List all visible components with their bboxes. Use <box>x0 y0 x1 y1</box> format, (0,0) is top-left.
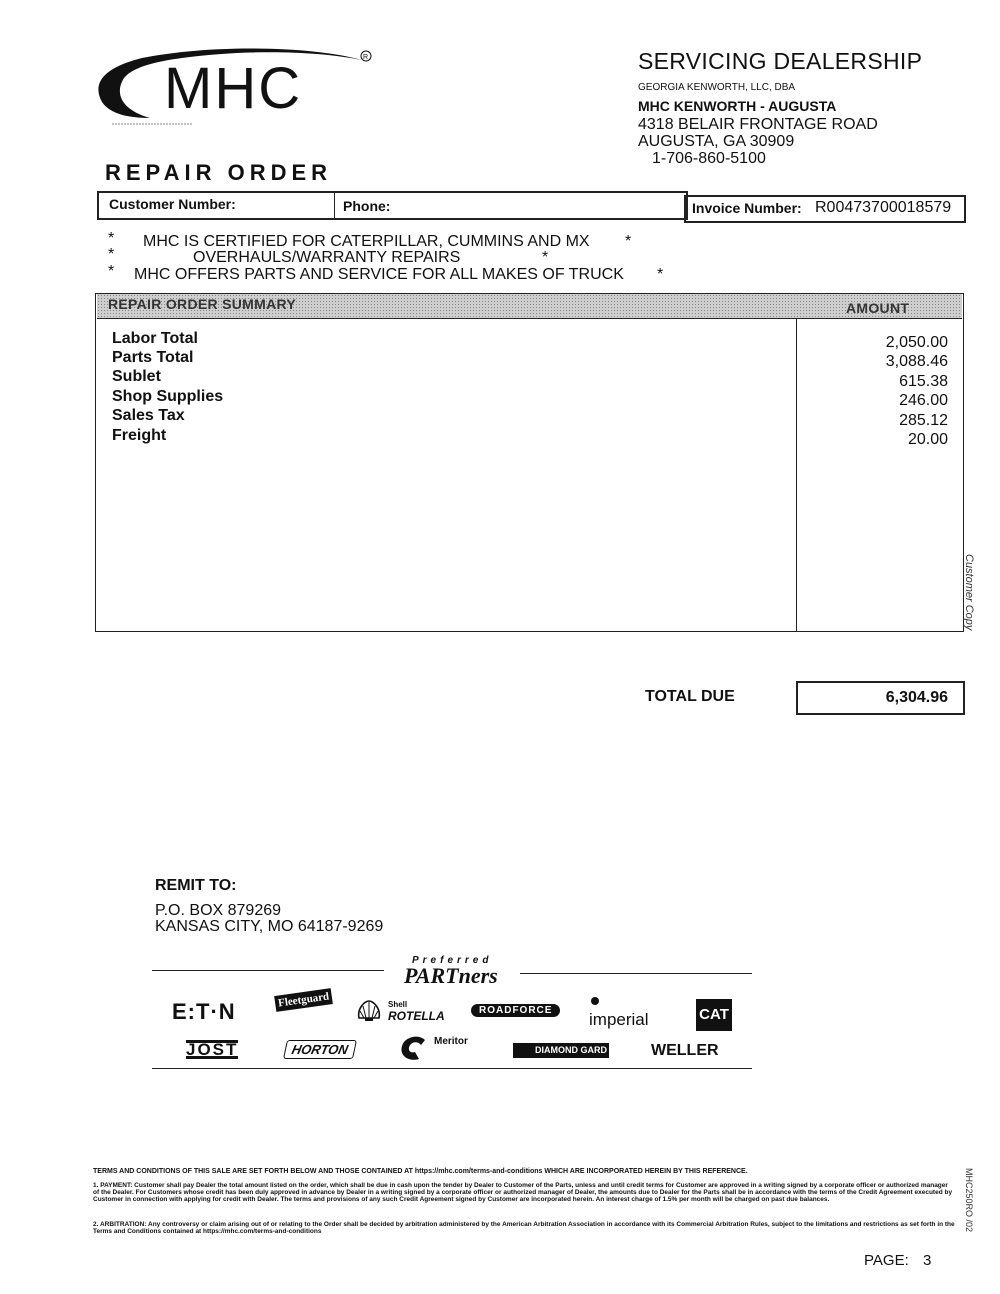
shell-label: Shell <box>388 1000 408 1009</box>
terms-heading: TERMS AND CONDITIONS OF THIS SALE ARE SET FORTH BELOW AND THOSE CONTAINED AT https://mhc.com/terms-and-conditions WHICH ARE INCORPORATED HEREIN BY THIS REFERENCE. <box>93 1168 748 1175</box>
horton-logo: HORTON <box>283 1040 357 1059</box>
imperial-dot-icon <box>591 997 599 1005</box>
summary-row-label: Parts Total <box>112 349 194 366</box>
summary-row-amount: 615.38 <box>899 373 948 390</box>
cert-bullet: * <box>542 249 549 266</box>
remit-line2: KANSAS CITY, MO 64187-9269 <box>155 918 384 935</box>
summary-row-amount: 285.12 <box>899 412 948 429</box>
summary-row-amount: 246.00 <box>899 392 948 409</box>
page-label: PAGE: <box>864 1252 909 1269</box>
total-due-value: 6,304.96 <box>885 689 948 706</box>
invoice-number-value: R00473700018579 <box>815 199 952 216</box>
page-number: 3 <box>923 1252 932 1269</box>
customer-copy-label: Customer Copy <box>963 554 975 631</box>
dealer-legal-name: GEORGIA KENWORTH, LLC, DBA <box>638 82 796 93</box>
summary-row-label: Shop Supplies <box>112 388 224 405</box>
form-code: MHC250RO /02 <box>964 1168 974 1233</box>
remit-line1: P.O. BOX 879269 <box>155 902 282 919</box>
summary-row-amount: 2,050.00 <box>885 334 948 351</box>
summary-column-divider <box>796 319 797 631</box>
summary-row-amount: 3,088.46 <box>885 353 948 370</box>
summary-row-label: Labor Total <box>112 330 198 347</box>
cummins-icon <box>399 1034 429 1062</box>
dealer-title: SERVICING DEALERSHIP <box>638 48 923 74</box>
header-divider <box>334 191 335 218</box>
cert-line1: MHC IS CERTIFIED FOR CATERPILLAR, CUMMINS AND MX <box>143 233 590 250</box>
remit-label: REMIT TO: <box>155 877 237 894</box>
cert-line3: MHC OFFERS PARTS AND SERVICE FOR ALL MAKES OF TRUCK <box>134 266 624 283</box>
dealer-phone: 1-706-860-5100 <box>652 150 766 167</box>
rotella-label: ROTELLA <box>388 1009 445 1023</box>
imperial-logo: imperial <box>589 1010 649 1029</box>
dealer-address2: AUGUSTA, GA 30909 <box>638 133 795 150</box>
cert-line2: OVERHAULS/WARRANTY REPAIRS <box>193 249 461 266</box>
partners-rule-right <box>520 973 752 974</box>
summary-row-label: Freight <box>112 427 167 444</box>
summary-row-amount: 20.00 <box>907 431 948 448</box>
summary-row-label: Sales Tax <box>112 407 185 424</box>
weller-logo: WELLER <box>651 1042 719 1059</box>
partners-rule-left <box>152 970 384 971</box>
cert-bullet: * <box>657 266 664 283</box>
cat-logo: CAT <box>696 999 732 1031</box>
page-title: REPAIR ORDER <box>105 160 333 185</box>
total-due-label: TOTAL DUE <box>645 688 735 705</box>
summary-row-label: Sublet <box>112 368 161 385</box>
shell-icon <box>357 1000 381 1022</box>
meritor-logo: Meritor <box>434 1036 468 1047</box>
fleetguard-logo: Fleetguard <box>274 988 333 1012</box>
logo-text: MHC <box>164 56 303 121</box>
diamond-gard-logo: DIAMOND GARD <box>513 1043 609 1058</box>
summary-table <box>95 293 964 632</box>
cert-bullet: * <box>108 263 115 280</box>
eaton-logo: E:T·N <box>172 999 236 1024</box>
cert-bullet: * <box>108 246 115 263</box>
mhc-logo <box>92 44 382 130</box>
cert-bullet: * <box>108 230 115 247</box>
partners-title: PARTners <box>404 963 498 988</box>
phone-label: Phone: <box>343 198 391 214</box>
dealer-address1: 4318 BELAIR FRONTAGE ROAD <box>638 116 878 133</box>
roadforce-logo: ROADFORCE <box>471 1004 560 1017</box>
invoice-number-label: Invoice Number: <box>692 200 802 216</box>
jost-logo: JOST <box>186 1040 239 1059</box>
terms-payment: 1. PAYMENT: Customer shall pay Dealer the total amount listed on the order, which shall be due in cash upon the tender by Dealer to Customer of the Parts, unless and until credit terms for Customer are approved in a writing signed by a corporate officer or authorized manager of the Dealer. For Customers whose credit has been duly approved in advance by Dealer in a writing signed by a corporate officer or authorized manager of Dealer, the amounts due to Dealer for the Parts shall be in accordance with the terms of the Credit Agreement executed by Customer in connection with applying for credit with Dealer. The terms and provisions of any such Credit Agreement signed by Customer are incorporated herein. An interest charge of 1.5% per month will be charged on past due balances. <box>93 1182 953 1203</box>
amount-header-label: AMOUNT <box>846 300 910 316</box>
customer-number-label: Customer Number: <box>109 196 236 212</box>
cert-bullet: * <box>625 233 632 250</box>
partners-title-top: Preferred <box>412 955 493 966</box>
partners-rule-bottom <box>152 1068 752 1069</box>
svg-text:R: R <box>363 54 369 61</box>
terms-arbitration: 2. ARBITRATION: Any controversy or claim arising out of or relating to the Order shall be decided by arbitration administered by the American Arbitration Association in accordance with its Commercial Arbitration Rules, subject to the limitations and restrictions as set forth in the Terms and Conditions contained at https://mhc.com/terms-and-conditions <box>93 1221 955 1235</box>
dealer-dba-name: MHC KENWORTH - AUGUSTA <box>638 98 837 114</box>
summary-header-label: REPAIR ORDER SUMMARY <box>108 296 297 312</box>
